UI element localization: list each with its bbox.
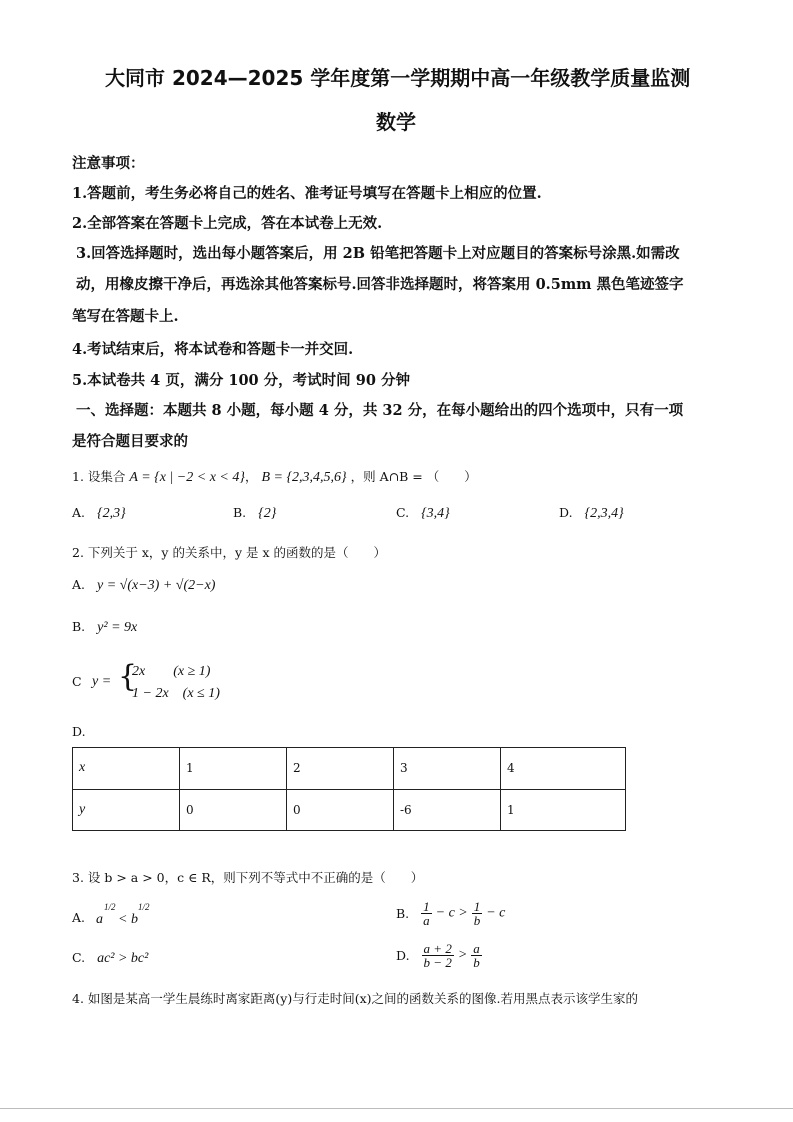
- table-cell: 0: [287, 789, 394, 831]
- q1-option-d-value: {2,3,4}: [584, 506, 624, 521]
- q2-option-b-value: y² = 9x: [97, 620, 138, 635]
- notice-item-4: 4.考试结束后，将本试卷和答题卡一并交回.: [72, 341, 354, 358]
- q2-option-a[interactable]: [72, 577, 215, 594]
- section-1-line1: 一、选择题：本题共 8 小题，每小题 4 分，共 32 分，在每小题给出的四个选项中，只有一项: [76, 402, 684, 419]
- q2-option-d-label[interactable]: D.: [72, 724, 86, 739]
- q3-stem: 3. 设 b > a > 0，c ∈ R，则下列不等式中不正确的是（ ）: [72, 870, 424, 885]
- exam-title: 大同市 2024—2025 学年度第一学期期中高一年级教学质量监测: [105, 66, 691, 90]
- q3-option-c[interactable]: [72, 950, 148, 967]
- table-cell: -6: [394, 789, 501, 831]
- q1-stem: 1. 设集合 A = {x | −2 < x < 4}， B = {2,3,4,5,6} ，则 A∩B = （ ）: [72, 469, 477, 485]
- q1-ask: ，则 A∩B = （ ）: [350, 469, 477, 484]
- table-cell: 3: [394, 748, 501, 790]
- q3-option-d-label: D.: [396, 948, 410, 963]
- q2-option-b-label: B.: [72, 619, 86, 634]
- table-cell: 2: [287, 748, 394, 790]
- page-bottom-divider: [0, 1108, 793, 1109]
- q3-option-d-mid: >: [457, 947, 468, 963]
- q2-option-d-table: [72, 747, 626, 831]
- q1-set-a: A = {x | −2 < x < 4}: [129, 470, 245, 485]
- notice-item-3-line3: 笔写在答题卡上.: [72, 308, 179, 325]
- notice-heading: 注意事项：: [72, 155, 145, 172]
- q3-option-a-exp2: 1/2: [138, 902, 150, 912]
- q1-prefix: 1. 设集合: [72, 469, 126, 484]
- q1-option-d-label: D.: [559, 505, 573, 520]
- table-cell: 0: [180, 789, 287, 831]
- q2-option-c-brace: {: [118, 659, 138, 694]
- q3-option-c-label: C.: [72, 950, 86, 965]
- q2-option-b[interactable]: [72, 619, 137, 636]
- notice-item-3-line1: 3.回答选择题时，选出每小题答案后，用 2B 铅笔把答题卡上对应题目的答案标号涂黑.如需改: [76, 245, 680, 262]
- table-row: [73, 748, 626, 790]
- q1-option-a[interactable]: [72, 505, 126, 522]
- q2-option-a-label: A.: [72, 577, 86, 592]
- q1-option-c[interactable]: [396, 505, 450, 522]
- section-1-line2: 是符合题目要求的: [72, 433, 188, 450]
- q3-option-b-frac2: $\frac{1}{b}$: [473, 899, 481, 928]
- notice-item-1: 1.答题前，考生务必将自己的姓名、准考证号填写在答题卡上相应的位置.: [72, 185, 542, 202]
- q3-option-d-frac1: $\frac{a + 2}{b - 2}$: [423, 941, 452, 970]
- q3-option-b-label: B.: [396, 906, 410, 921]
- q2-option-a-value: y = √(x−3) + √(2−x): [97, 578, 216, 593]
- q2-option-c-y: y =: [92, 674, 112, 689]
- q4-stem: 4. 如图是某高一学生晨练时离家距离(y)与行走时间(x)之间的函数关系的图像.若用黑点表示该学生家的: [72, 991, 638, 1006]
- q2-option-c-label: C: [72, 674, 82, 689]
- q3-option-a-mid: < b: [118, 912, 138, 927]
- q1-set-b: B = {2,3,4,5,6}: [261, 470, 347, 485]
- table-cell: 4: [501, 748, 626, 790]
- table-cell: 1: [501, 789, 626, 831]
- q1-option-c-value: {3,4}: [421, 506, 450, 521]
- q3-option-d[interactable]: [396, 942, 482, 969]
- subject-title: 数学: [376, 110, 416, 134]
- table-cell: 1: [180, 748, 287, 790]
- table-cell: x: [73, 748, 180, 790]
- q3-option-b[interactable]: [396, 900, 505, 927]
- q3-option-a-base: a: [96, 912, 103, 927]
- table-cell: y: [73, 789, 180, 831]
- q3-option-b-mid: − c >: [435, 905, 468, 921]
- q3-option-b-end: − c: [486, 905, 506, 921]
- q1-option-b-value: {2}: [258, 506, 277, 521]
- q1-option-d[interactable]: [559, 505, 624, 522]
- q3-option-b-frac1: $\frac{1}{a}$: [423, 899, 430, 928]
- q1-option-c-label: C.: [396, 505, 410, 520]
- q3-option-a-label: A.: [72, 910, 86, 925]
- q1-option-a-value: {2,3}: [97, 506, 126, 521]
- q3-option-a-exp1: 1/2: [104, 902, 116, 912]
- table-row: [73, 789, 626, 831]
- notice-item-5: 5.本试卷共 4 页，满分 100 分，考试时间 90 分钟: [72, 372, 410, 389]
- q2-stem: 2. 下列关于 x，y 的关系中，y 是 x 的函数的是（ ）: [72, 545, 386, 560]
- q2-option-c-row2: 1 − 2x (x ≤ 1): [132, 686, 220, 701]
- notice-item-2: 2.全部答案在答题卡上完成，答在本试卷上无效.: [72, 215, 383, 232]
- notice-item-3-line2: 动，用橡皮擦干净后，再选涂其他答案标号.回答非选择题时，将答案用 0.5mm 黑色笔迹签字: [76, 276, 684, 293]
- q3-option-d-frac2: $\frac{a}{b}$: [473, 941, 480, 970]
- q1-option-b[interactable]: [233, 505, 276, 522]
- q3-option-c-value: ac² > bc²: [97, 951, 149, 966]
- q1-option-b-label: B.: [233, 505, 247, 520]
- q1-option-a-label: A.: [72, 505, 86, 520]
- q2-option-c-row1: 2x (x ≥ 1): [132, 664, 211, 679]
